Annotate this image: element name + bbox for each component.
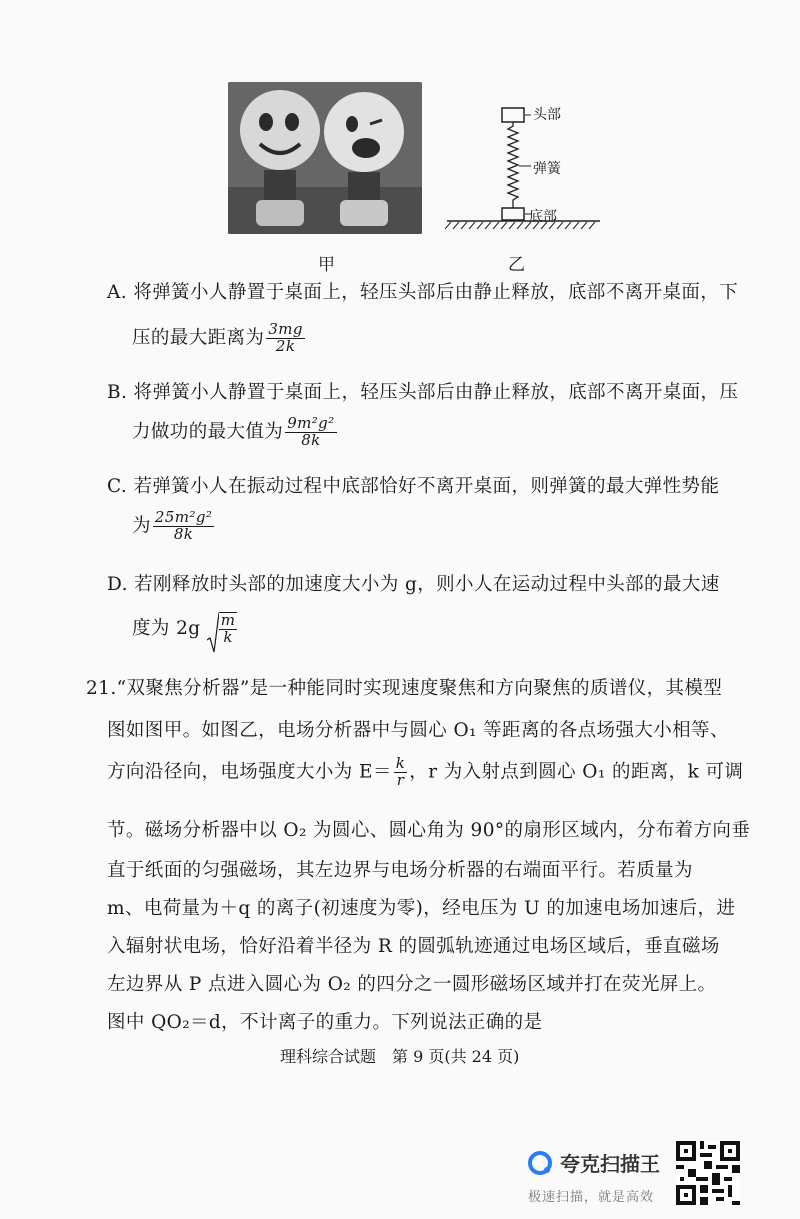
option-d-sqrt-fraction bbox=[219, 612, 238, 646]
q21-line5: 直于纸面的匀强磁场，其左边界与电场分析器的右端面平行。若质量为 bbox=[107, 860, 693, 881]
q21-line4: 节。磁场分析器中以 O₂ 为圆心、圆心角为 90°的扇形区域内，分布着方向垂 bbox=[107, 820, 751, 841]
option-c-frac-num: 25m²g² bbox=[154, 508, 213, 526]
q21-line9: 图中 QO₂＝d，不计离子的重力。下列说法正确的是 bbox=[107, 1012, 543, 1033]
option-c-line2 bbox=[132, 510, 216, 543]
option-d-sqrt bbox=[207, 612, 238, 646]
option-c-frac-den: 8k bbox=[173, 524, 194, 543]
q21-line2: 图如图甲。如图乙，电场分析器中与圆心 O₁ 等距离的各点场强大小相等、 bbox=[107, 720, 729, 741]
figure-label-yi: 乙 bbox=[508, 255, 525, 275]
option-c-line1: C. 若弹簧小人在振动过程中底部恰好不离开桌面，则弹簧的最大弹性势能 bbox=[107, 476, 720, 497]
q21-line6: m、电荷量为＋q 的离子(初速度为零)，经电压为 U 的加速电场加速后，进 bbox=[107, 898, 736, 919]
q21-e-fraction bbox=[394, 756, 408, 789]
option-d-line1: D. 若刚释放时头部的加速度大小为 g，则小人在运动过程中头部的最大速 bbox=[107, 574, 720, 595]
q21-line8: 左边界从 P 点进入圆心为 O₂ 的四分之一圆形磁场区域并打在荧光屏上。 bbox=[107, 974, 717, 995]
spring-coil bbox=[508, 122, 518, 208]
option-d-sqrt-num: m bbox=[220, 611, 236, 629]
spring-doll-photo bbox=[228, 82, 422, 234]
head-block bbox=[502, 108, 524, 122]
spring-doll-illustration bbox=[228, 82, 422, 234]
option-a-frac-num: 3mg bbox=[268, 320, 303, 338]
q21-frac-den: r bbox=[396, 770, 405, 789]
ground-hatch bbox=[445, 222, 595, 229]
page-footer: 理科综合试题 第 9 页(共 24 页) bbox=[280, 1047, 520, 1066]
quark-logo-icon bbox=[528, 1151, 552, 1175]
scanner-app-name: 夸克扫描王 bbox=[560, 1152, 660, 1176]
figure-label-jia: 甲 bbox=[318, 255, 335, 275]
option-a-line2 bbox=[132, 322, 307, 355]
option-a-frac-den: 2k bbox=[275, 336, 296, 355]
option-b-text: 力做功的最大值为 bbox=[132, 421, 284, 443]
spring-diagram bbox=[445, 100, 605, 240]
option-c-fraction bbox=[153, 510, 214, 543]
qr-code-icon bbox=[676, 1141, 740, 1205]
q21-line3-post: ，r 为入射点到圆心 O₁ 的距离，k 可调 bbox=[409, 761, 744, 783]
option-b-frac-num: 9m²g² bbox=[287, 414, 335, 432]
option-a-text: 压的最大距离为 bbox=[132, 327, 265, 349]
diagram-label-base: 底部 bbox=[529, 209, 557, 225]
scanner-tagline: 极速扫描，就是高效 bbox=[528, 1190, 655, 1205]
option-a-line1: A. 将弹簧小人静置于桌面上，轻压头部后由静止释放，底部不离开桌面，下 bbox=[107, 282, 739, 303]
spring-diagram-svg bbox=[445, 100, 605, 240]
base-block bbox=[502, 208, 524, 220]
diagram-label-head: 头部 bbox=[533, 107, 561, 123]
option-d-sqrt-den: k bbox=[223, 627, 233, 646]
option-d-text: 度为 2g bbox=[132, 617, 201, 639]
option-b-fraction bbox=[285, 416, 336, 449]
sqrt-sign-icon bbox=[207, 612, 219, 654]
q21-line7: 入辐射状电场，恰好沿着半径为 R 的圆弧轨迹通过电场区域后，垂直磁场 bbox=[107, 936, 720, 957]
q21-line3 bbox=[107, 756, 743, 789]
q21-line1: 21.“双聚焦分析器”是一种能同时实现速度聚焦和方向聚焦的质谱仪，其模型 bbox=[86, 678, 723, 699]
option-b-line2 bbox=[132, 416, 339, 449]
option-d-line2 bbox=[132, 612, 237, 646]
q21-frac-num: k bbox=[395, 754, 406, 772]
diagram-label-spring: 弹簧 bbox=[533, 161, 561, 177]
option-b-line1: B. 将弹簧小人静置于桌面上，轻压头部后由静止释放，底部不离开桌面，压 bbox=[107, 382, 739, 403]
option-c-text: 为 bbox=[132, 515, 151, 537]
option-a-fraction bbox=[266, 322, 305, 355]
q21-line3-pre: 方向沿径向，电场强度大小为 E＝ bbox=[107, 761, 392, 783]
option-b-frac-den: 8k bbox=[301, 430, 321, 449]
